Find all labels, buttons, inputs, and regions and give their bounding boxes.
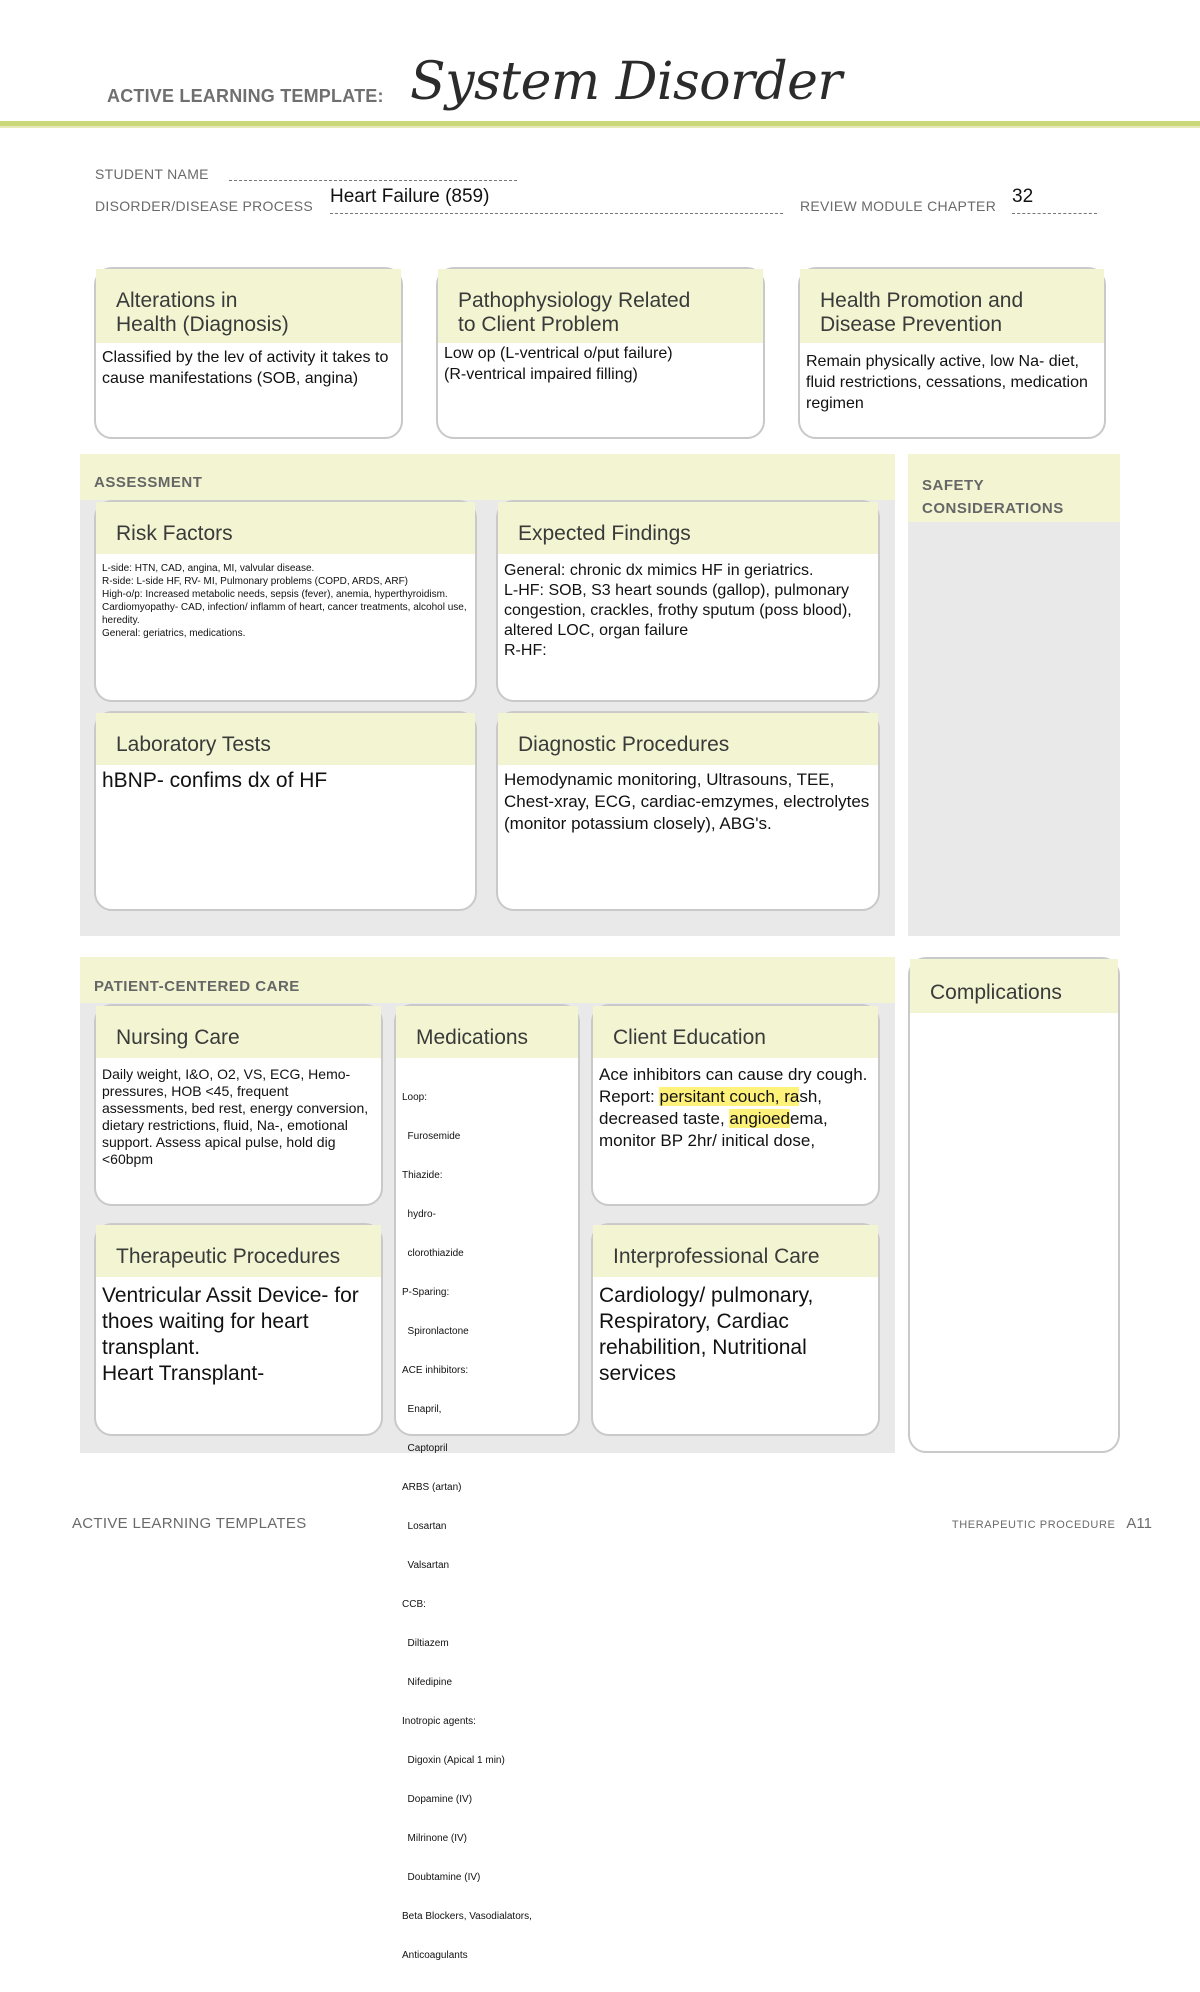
nursing-care-body: Daily weight, I&O, O2, VS, ECG, Hemo-pressures, HOB <45, frequent assessments, bed rest, energy conversion, dietary restrictions, fluid, Na-, emotional support. Assess apical pulse, hold dig <60bpm [102, 1066, 369, 1167]
medication-line: P-Sparing: [402, 1287, 450, 1298]
lab-tests-box [94, 711, 477, 911]
safety-panel [908, 454, 1120, 936]
risk-factors-body [96, 554, 475, 644]
interprofessional-care-title: Interprofessional Care [593, 1225, 878, 1277]
client-education-text: Ace inhibitors can cause dry cough. Report: [599, 1065, 868, 1106]
risk-factor-line: General: geriatrics, medications. [102, 628, 246, 639]
page-number: A11 [1126, 1515, 1152, 1532]
medication-line: clorothiazide [402, 1248, 464, 1259]
therapeutic-procedures-box [94, 1223, 383, 1436]
expected-findings-title: Expected Findings [498, 502, 878, 554]
safety-heading: SAFETY CONSIDERATIONS [922, 477, 1064, 517]
medications-title: Medications [396, 1006, 578, 1058]
health-promotion-title: Health Promotion and Disease Prevention [800, 269, 1104, 343]
pathophysiology-body: Low op (L-ventrical o/put failure) (R-ventrical impaired filling) [444, 345, 673, 383]
interprofessional-care-box [591, 1223, 880, 1436]
risk-factor-line: R-side: L-side HF, RV- MI, Pulmonary problems (COPD, ARDS, ARF) [102, 576, 409, 587]
health-promotion-box [798, 267, 1106, 439]
medication-line: Beta Blockers, Vasodialators, [402, 1911, 532, 1922]
medication-line: Dopamine (IV) [402, 1794, 473, 1805]
alterations-box [94, 267, 403, 439]
assessment-heading: ASSESSMENT [94, 474, 203, 491]
pathophysiology-box [436, 267, 765, 439]
chapter-field[interactable] [1012, 186, 1097, 214]
template-label: ACTIVE LEARNING TEMPLATE: [107, 86, 384, 106]
client-education-box [591, 1004, 880, 1206]
medication-line: Losartan [402, 1521, 447, 1532]
lab-tests-title: Laboratory Tests [96, 713, 475, 765]
page-title: System Disorder [410, 52, 842, 112]
medication-line: Loop: [402, 1092, 428, 1103]
risk-factor-line: Cardiomyopathy- CAD, infection/ inflamm of heart, cancer treatments, alcohol use, heredity. [102, 602, 467, 626]
interprofessional-care-body: Cardiology/ pulmonary, Respiratory, Cardiac rehabilition, Nutritional services [599, 1284, 814, 1385]
medication-line: Nifedipine [402, 1677, 453, 1688]
medication-line: Milrinone (IV) [402, 1833, 468, 1844]
chapter-value: 32 [1012, 186, 1034, 207]
medication-line: Valsartan [402, 1560, 450, 1571]
client-education-body [593, 1058, 878, 1156]
client-education-title: Client Education [593, 1006, 878, 1058]
pathophysiology-title: Pathophysiology Related to Client Problem [438, 269, 763, 343]
nursing-care-title: Nursing Care [96, 1006, 381, 1058]
risk-factor-line: L-side: HTN, CAD, angina, MI, valvular disease. [102, 563, 315, 574]
footer-right [952, 1515, 1152, 1532]
medication-line: CCB: [402, 1599, 426, 1610]
medications-body [396, 1058, 578, 1992]
health-promotion-body: Remain physically active, low Na- diet, fluid restrictions, cessations, medication regimen [806, 353, 1088, 412]
client-education-text: ema, monitor BP 2hr/ initical dose, [599, 1109, 828, 1150]
risk-factors-box [94, 500, 477, 702]
diagnostic-procedures-body: Hemodynamic monitoring, Ultrasouns, TEE, Chest-xray, ECG, cardiac-emzymes, electrolytes (monitor potassium closely), ABG's. [504, 770, 870, 833]
medication-line: ARBS (artan) [402, 1482, 462, 1493]
complications-box [908, 957, 1120, 1453]
disease-field[interactable] [330, 186, 783, 214]
medication-line: Diltiazem [402, 1638, 449, 1649]
disease-label: DISORDER/DISEASE PROCESS [95, 198, 314, 214]
risk-factor-line: High-o/p: Increased metabolic needs, sepsis (fever), anemia, hyperthyroidism. [102, 589, 448, 600]
diagnostic-procedures-box [496, 711, 880, 911]
medication-line: Thiazide: [402, 1170, 443, 1181]
medication-line: Spironlactone [402, 1326, 469, 1337]
medication-line: Captopril [402, 1443, 448, 1454]
medication-line: Furosemide [402, 1131, 461, 1142]
medication-line: Inotropic agents: [402, 1716, 476, 1727]
client-education-text: sh, decreased taste, [599, 1087, 823, 1128]
alterations-title: Alterations in Health (Diagnosis) [96, 269, 401, 343]
therapeutic-procedures-title: Therapeutic Procedures [96, 1225, 381, 1277]
header-rule-light [0, 126, 1200, 128]
footer-left: ACTIVE LEARNING TEMPLATES [72, 1515, 307, 1532]
student-name-label: STUDENT NAME [95, 166, 209, 182]
footer-right-label: THERAPEUTIC PROCEDURE [951, 1519, 1116, 1531]
medication-line: Doubtamine (IV) [402, 1872, 481, 1883]
lab-tests-body: hBNP- confims dx of HF [102, 769, 328, 792]
expected-findings-box [496, 500, 880, 702]
chapter-label: REVIEW MODULE CHAPTER [800, 198, 997, 214]
complications-title: Complications [910, 959, 1118, 1013]
medication-line: Anticoagulants [402, 1950, 468, 1961]
medication-line: Enapril, [402, 1404, 442, 1415]
diagnostic-procedures-title: Diagnostic Procedures [498, 713, 878, 765]
alterations-body: Classified by the lev of activity it takes to cause manifestations (SOB, angina) [102, 349, 389, 387]
medication-line: Digoxin (Apical 1 min) [402, 1755, 505, 1766]
medication-line: hydro- [402, 1209, 436, 1220]
nursing-care-box [94, 1004, 383, 1206]
medications-box [394, 1004, 580, 1961]
disease-value: Heart Failure (859) [330, 186, 490, 207]
highlighted-text: persitant couch, ra [659, 1087, 800, 1106]
risk-factors-title: Risk Factors [96, 502, 475, 554]
medication-line: ACE inhibitors: [402, 1365, 469, 1376]
highlighted-text: angioed [729, 1109, 790, 1128]
expected-findings-body: General: chronic dx mimics HF in geriatrics. L-HF: SOB, S3 heart sounds (gallop), pulmonary congestion, crackles, frothy sputum (poss blood), altered LOC, organ failure R-HF: [504, 562, 852, 659]
patient-care-heading: PATIENT-CENTERED CARE [94, 978, 300, 995]
student-name-field[interactable] [229, 162, 517, 181]
therapeutic-procedures-body: Ventricular Assit Device- for thoes waiting for heart transplant. Heart Transplant- [102, 1284, 359, 1385]
